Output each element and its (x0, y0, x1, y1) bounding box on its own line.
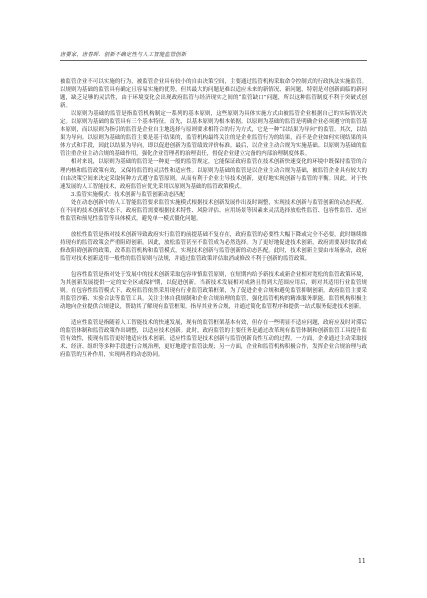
body-text (60, 78, 367, 360)
header-rule (60, 60, 367, 61)
running-header: 唐要家，唐春晖．创新不确定性与人工智能监管创新 (60, 52, 187, 58)
paragraph-deregulation: 放松性监管是指对技术创新导致政府实行监管的前提基础不复存在，政府监管的必要性大幅下降或完全不必要，此时继续维持现有的监管政策会严重阻碍创新。因此，放松监管甚至不监管成为必然选择。为了更好地促进技术创新，政府需要及时取消或修改阻碍创新的政策，改革监管机构和监管模式，实现技术创新与监管创新的动态匹配。此时，技术创新主要由市场驱动，政府监管对技术创新适用一般性的监管原则与法规，并通过监管政策评估取消或修改不利于创新的监管政策。 (60, 231, 367, 262)
paragraph-comparison: 相对来说，以原则为基础的监管是一种更一般的监管规定，它能保证政府监管在技术创新快速变化的环境中既保持监管的合理内核和监管政策有效，又保持监管的灵活性和适应性。以原则为基础的监管是以企业主动合规为基础，被监管企业具有较大的自由决策空间来决定采取何种方式遵守监管原则，从而有利于企业主导技术创新，更好地实现创新与监管的平衡。因此，对于快速发展的人工智能技术，政府监管应优先采用以原则为基础的监管政策模式。 (60, 159, 367, 190)
paragraph-continued: 被监管企业不可以实施的行为，被监管企业具有较小的自由决策空间，主要通过监管机构采取命令控制式的行政执法实施监管。以规则为基础的监管具有确定且容易实施的优势，但其最大的问题是难以适应未来的新情况、新问题，特别是对创新面临的新问题，缺乏足够的灵活性，由于环境变化会出现政府监管与经济现实之间的“监管缺口”问题，所以这种监管制度不利于突破式创新。 (60, 79, 367, 110)
section-heading: 3.监管实施模式：技术创新与监管创新动态匹配 (70, 191, 185, 198)
paragraph-principle-based: 以原则为基础的监管是指监管机构制定一系列的基本原则，这些原则为具体实施方式由被监管企业根据自己的实际情况决定。以原则为基础的监管具有三个基本特征。首先，以基本原则为根本依据。以原则为基础的监管是明确企业必须遵守的监管基本原则，而以原则为指引的监管是企业自主地选择与原则要求相符合的行为方式，它是一种“以结果为导向”的监管。其次，以结果为导向。以原则为基础的监管主要是基于结果的，监管机构最终关注的是企业监管行为的结果，而不是企业如何实现结果的具体方式和手段，因此以结果为导向，即以促进创新为监管绩效评价标准。最后，以企业主动合规为实施基础。以原则为基础的监管注重企业主动合规的基础作用，强化企业管理者的治理责任，督促企业建立完备的内部治理制度体系。 (60, 111, 367, 158)
page-number: 11 (358, 558, 366, 565)
paragraph-dynamic-matching: 处在动态创新中的人工智能监管要求监管实施模式根据技术创新发展作出及时调整，实现技术创新与监管创新的动态匹配。在不同的技术创新状态下，政府监管需要根据技术特性、风险评估、应用场景等因素来灵活选择放松性监管、包容性监管、适应性监管和预见性监管等具体模式，避免单一模式僵化问题。 (60, 199, 367, 222)
paragraph-adaptive-regulation: 适应性监管是指随着人工智能技术的快速发展，现有的监管框架基本有效，但存在一些明显不适应问题，政府应及时对滞后的监管体制和监管政策作出调整，以适应技术创新。此时，政府监管的主要任务是通过改革现有监管体制和创新监管工具提升监管有效性，使现有监管更好地适应技术创新。适应性监管是技术创新与监管创新良性互动的过程。一方面，企业通过主动采取技术、经济、组织等多种手段进行合规治理，更好地遵守监管法规；另一方面，企业和监管机构积极合作，发挥企业合规治理与政府监管的互补作用，实现两者的动态协同。 (60, 320, 367, 359)
paragraph-inclusive-regulation: 包容性监管是指对处于发展中的技术创新采取包容审慎监管原则，在短期内给予新技术或新企业相对宽松的监管政策环境，为其创新发展提供一定的安全区或保护期，以促进创新。当新技术发展相对成熟且得到大范围应用后，则对其适用行业监管规则。在包容性监管模式下，政府监管依然采用现有行业监管政策框架，为了促进企业合规和避免监管抑制创新，政府监管主要采用监管沙箱、实验合法等监管工具。关注主体自我规制和企业合规治理的监管，强化监管机构的精准服务职能。监管机构积极主动地向企业提供合规建议，帮助其了解现有监管框架，指导其业务合规，并通过简化监管程序和提供一站式服务促进技术创新。 (60, 272, 367, 311)
